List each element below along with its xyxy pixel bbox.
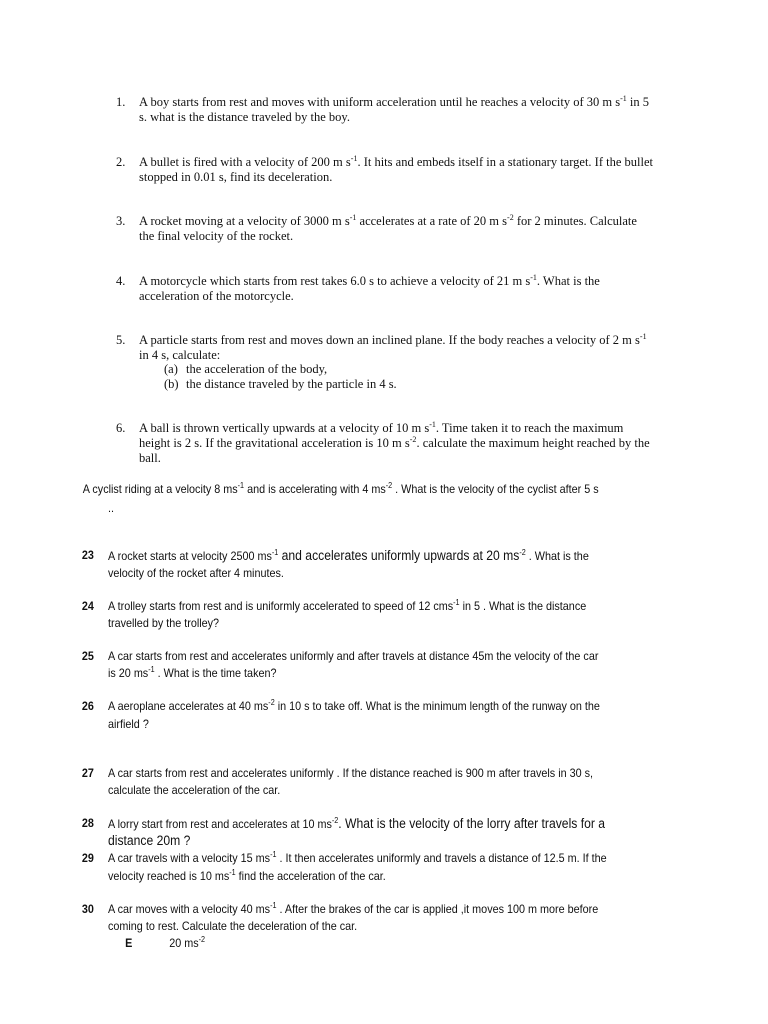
problem-number: 26	[81, 699, 94, 713]
problem-number: 28	[81, 816, 94, 830]
problem-text-line2: velocity of the rocket after 4 minutes.	[108, 566, 284, 580]
problem-text: A aeroplane accelerates at 40 $ms^{-2}$ in 10 s to take off. What is the minimum length of the runway on the	[108, 698, 600, 713]
cyclist-text: A cyclist riding at a velocity 8 $ms^{-1}$ and is accelerating with 4 $ms^{-2}$ . What is the velocity of the cyclist after 5 s	[82, 481, 599, 496]
problem-text-line2: travelled by the trolley?	[108, 616, 220, 630]
answer-value: 20 $ms^{-2}$	[169, 935, 206, 950]
problem-text-line2: s. what is the distance traveled by the boy.	[139, 110, 350, 124]
problem-text-line2: acceleration of the motorcycle.	[139, 289, 294, 303]
answer-label: E	[125, 936, 133, 950]
problem-number: 30	[81, 902, 94, 916]
problem-text-line2: stopped in 0.01 s, find its deceleration.	[139, 170, 333, 184]
problem-number: 24	[81, 599, 94, 613]
problem-text-line2: calculate the acceleration of the car.	[108, 783, 281, 797]
problem-number: 25	[81, 649, 94, 663]
problem-text: A car travels with a velocity 15 $ms^{-1}$ . It then accelerates uniformly and travels a distance of 12.5 m. If the	[108, 850, 607, 865]
problem-text: A rocket starts at velocity 2500 $ms^{-1}$ and accelerates uniformly upwards at 20 $ms^{-2}$ . What is the	[108, 548, 589, 563]
problem-number: 27	[81, 766, 94, 780]
cyclist-ellipsis: ..	[108, 501, 115, 515]
problem-text-line3: ball.	[139, 451, 161, 465]
problem-text: A rocket moving at a velocity of 3000 m $s^{-1}$ accelerates at a rate of 20 m $s^{-2}$ for 2 minutes. Calculate	[139, 212, 637, 228]
problem-text: A boy starts from rest and moves with uniform acceleration until he reaches a velocity of 30 m $s^{-1}$ in 5	[139, 93, 650, 109]
problem-text: A car moves with a velocity 40 $ms^{-1}$ . After the brakes of the car is applied ,it moves 100 m more before	[108, 901, 599, 916]
problem-text: A bullet is fired with a velocity of 200 m $s^{-1}$. It hits and embeds itself in a stationary target. If the bullet	[139, 153, 653, 169]
sub-question-b: (b) the distance traveled by the particle in 4 s.	[164, 377, 397, 391]
problem-number: 1.	[116, 95, 126, 109]
problem-text: A lorry start from rest and accelerates at 10 $ms^{-2}$. What is the velocity of the lorry after travels for a	[108, 816, 606, 831]
problem-text-line2: is 20 $ms^{-1}$ . What is the time taken?	[108, 665, 277, 680]
problem-text-line2: distance 20m ?	[108, 833, 191, 848]
problem-text: A motorcycle which starts from rest takes 6.0 s to achieve a velocity of 21 m $s^{-1}$. What is the	[139, 272, 600, 288]
problem-text-line2: the final velocity of the rocket.	[139, 229, 294, 243]
sub-question-a: (a) the acceleration of the body,	[164, 362, 328, 376]
problem-text: A trolley starts from rest and is uniformly accelerated to speed of 12 cms$^{-1}$ in 5 . What is the distance	[108, 598, 587, 613]
problem-text: A particle starts from rest and moves down an inclined plane. If the body reaches a velocity of 2 m $s^{-1}$	[139, 331, 647, 347]
problem-number: 29	[81, 851, 94, 865]
problem-text: A car starts from rest and accelerates uniformly and after travels at distance 45m the velocity of the car	[108, 649, 599, 663]
problem-text-line2: in 4 s, calculate:	[139, 348, 221, 362]
problem-text-line2: height is 2 s. If the gravitational acceleration is 10 m $s^{-2}$. calculate the maximum height reached by the	[139, 434, 650, 450]
problem-number: 4.	[116, 274, 126, 288]
problem-number: 2.	[116, 155, 126, 169]
problem-text-line2: coming to rest. Calculate the deceleration of the car.	[108, 919, 358, 933]
problem-number: 3.	[116, 214, 126, 228]
problem-number: 23	[81, 548, 94, 562]
problem-text: A ball is thrown vertically upwards at a velocity of 10 m $s^{-1}$. Time taken it to reach the maximum	[139, 419, 624, 435]
problem-number: 6.	[116, 421, 126, 435]
problem-text-line2: velocity reached is 10 $ms^{-1}$ find the acceleration of the car.	[108, 868, 386, 883]
problem-number: 5.	[116, 333, 126, 347]
problem-text: A car starts from rest and accelerates uniformly . If the distance reached is 900 m after travels in 30 s,	[108, 766, 594, 780]
problem-text-line2: airfield ?	[108, 717, 149, 731]
